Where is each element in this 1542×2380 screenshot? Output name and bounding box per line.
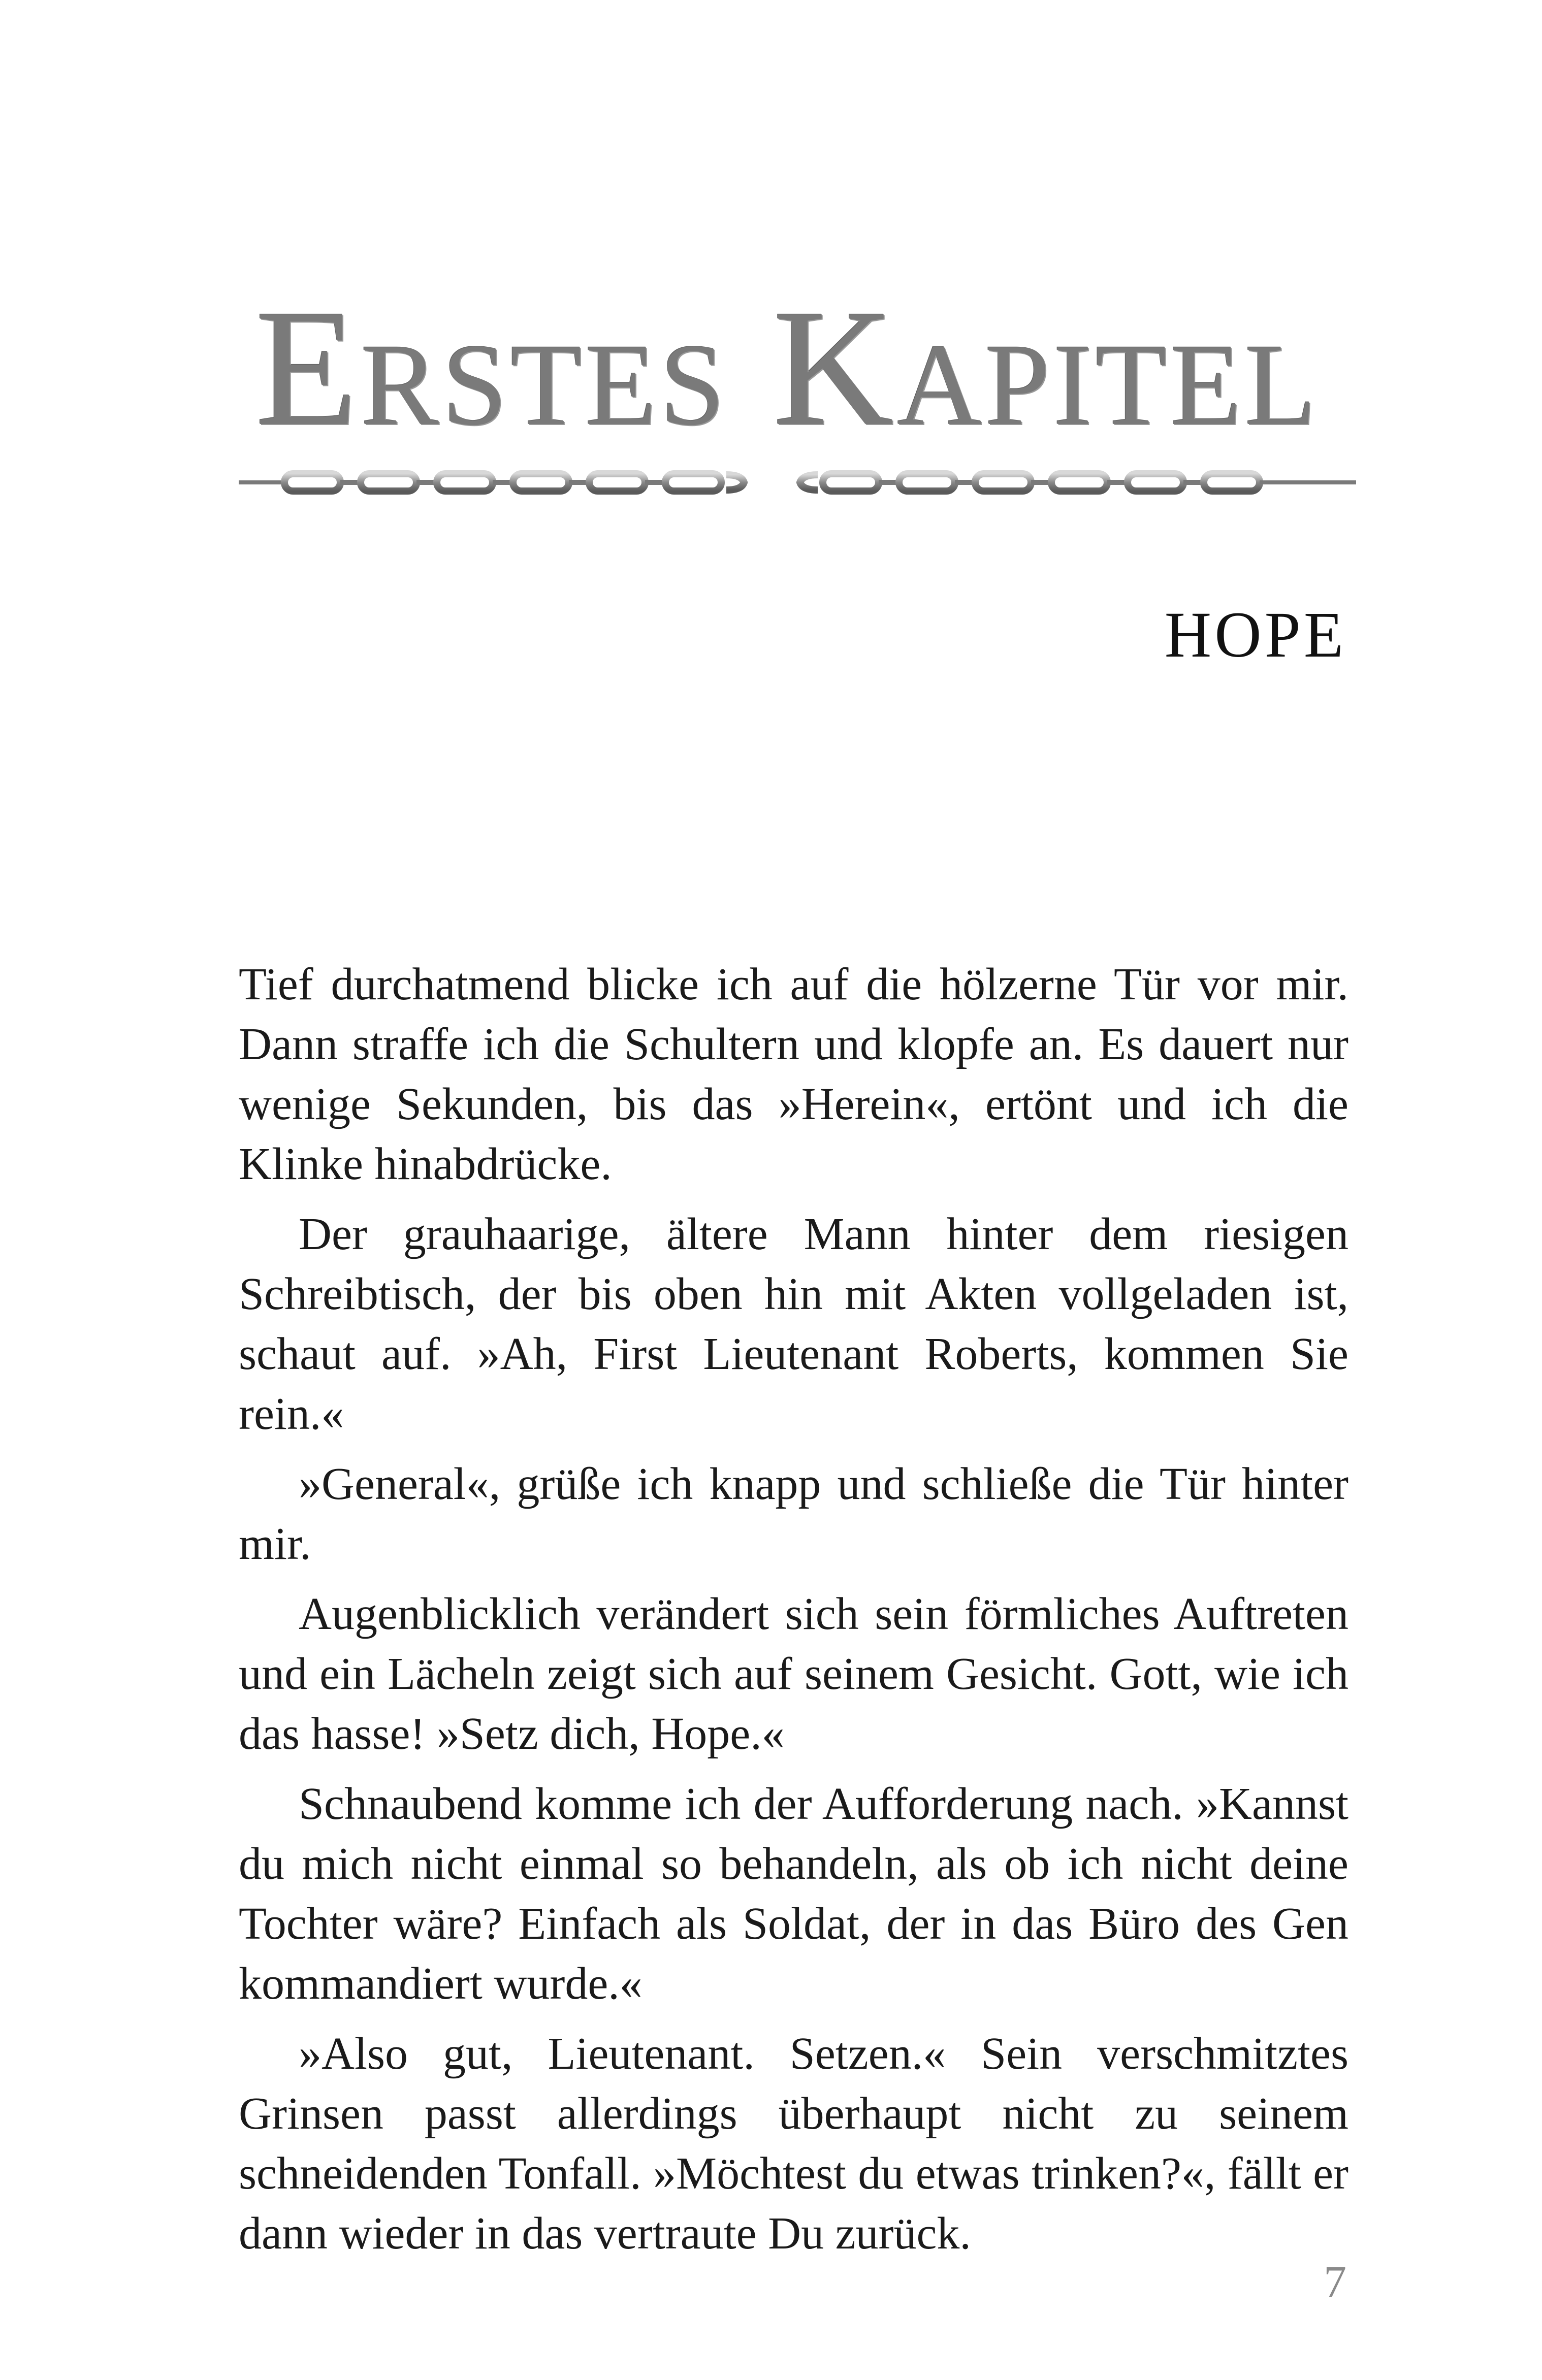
paragraph: »Also gut, Lieutenant. Setzen.« Sein verschmitztes Grinsen passt allerdings überhaupt nicht zu seinem schneidenden Tonfall. »Möchtest du etwas trinken?«, fällt er dann wieder in das vertraute Du zurück. — [239, 2029, 1348, 2259]
paragraph: Der grauhaarige, ältere Mann hinter dem riesigen Schreibtisch, der bis oben hin mit Akten vollgeladen ist, schaut auf. »Ah, First Lieutenant Roberts, kommen Sie rein.« — [239, 1209, 1348, 1439]
paragraph: Tief durchatmend blicke ich auf die hölzerne Tür vor mir. Dann straffe ich die Schultern und klopfe an. Es dauert nur wenige Sekunden, bis das »Herein«, ertönt und ich die Klinke hinabdrücke. — [239, 959, 1348, 1189]
chapter-title: Erstes Kapitel — [255, 275, 1320, 461]
page-number: 7 — [1324, 2257, 1346, 2307]
paragraph: Schnaubend komme ich der Aufforderung nach. »Kannst du mich nicht einmal so behandeln, als ob ich nicht deine Tochter wäre? Einfach als Soldat, der in das Büro des Gen kommandiert wurde.« — [239, 1779, 1348, 2009]
paragraph: »General«, grüße ich knapp und schließe die Tür hinter mir. — [239, 1459, 1348, 1569]
paragraph: Augenblicklich verändert sich sein förmliches Auftreten und ein Lächeln zeigt sich auf seinem Gesicht. Gott, wie ich das hasse! »Setz dich, Hope.« — [239, 1589, 1348, 1759]
chapter-body — [239, 955, 1348, 2264]
pov-character-name: HOPE — [1164, 599, 1346, 671]
chain-divider-icon — [239, 460, 1356, 505]
